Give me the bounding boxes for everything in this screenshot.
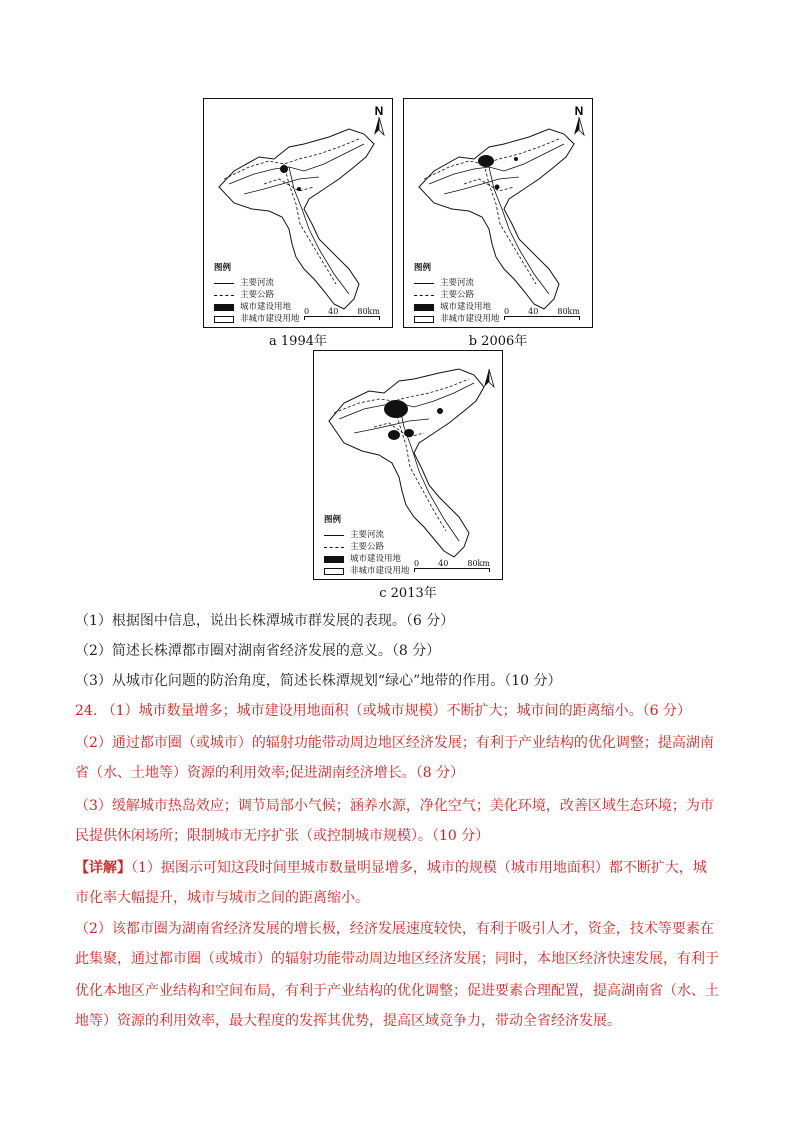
detail-first: （1）据图示可知这段时间里城市数量明显增多，城市的规模（城市用地面积）都不断扩大，城: [131, 860, 707, 876]
map-2013: [313, 350, 503, 580]
detail-line-5: 优化本地区产业结构和空间布局，有利于产业结构的优化调整；促进要素合理配置，提高湖南省（水、土: [75, 983, 719, 999]
urban-symbol: [414, 304, 434, 311]
question-1: （1）根据图中信息，说出长株潭城市群发展的表现。（6 分）: [75, 613, 455, 629]
detail-line-6: 地等）资源的利用效率，最大程度的发挥其优势，提高区域竞争力，带动全省经济发展。: [75, 1013, 621, 1029]
river-symbol: [214, 283, 234, 284]
question-3: （3）从城市化问题的防治角度，简述长株潭规划“绿心”地带的作用。（10 分）: [75, 673, 562, 689]
legend-river: 主要河流: [440, 278, 475, 288]
legend-title: 图例: [324, 515, 342, 525]
legend-non-urban: 非城市建设用地: [240, 314, 300, 324]
detail-line-3: （2）该都市圈为湖南省经济发展的增长极，经济发展速度较快，有利于吸引人才，资金，技术等要素在: [75, 921, 714, 937]
map-legend: [324, 514, 410, 577]
map-legend: [414, 262, 500, 325]
map-1994: [203, 98, 393, 328]
map-2006-caption: b 2006年: [468, 334, 528, 349]
river-symbol: [414, 283, 434, 284]
detail-line-2: 市化率大幅提升，城市与城市之间的距离缩小。: [75, 890, 369, 906]
scale-bar: 0 40 80km: [504, 307, 580, 320]
legend-river: 主要河流: [240, 278, 275, 288]
north-label: N: [574, 105, 584, 118]
legend-non-urban: 非城市建设用地: [350, 566, 410, 576]
non-urban-symbol: [324, 568, 344, 575]
map-2013-caption: c 2013年: [379, 586, 437, 601]
legend-title: 图例: [414, 263, 432, 273]
answer-line-5: 民提供休闲场所；限制城市无序扩张（或控制城市规模）。（10 分）: [75, 828, 490, 844]
river-symbol: [324, 535, 344, 536]
scale-bar: 0 40 80km: [414, 559, 490, 572]
detail-line-4: 此集聚，通过都市圈（或城市）的辐射功能带动周边地区经济发展；同时，本地区经济快速发展，有利于: [75, 951, 719, 967]
legend-non-urban: 非城市建设用地: [440, 314, 500, 324]
legend-road: 主要公路: [350, 542, 385, 552]
detail-tag: 【详解】: [75, 860, 131, 876]
non-urban-symbol: [414, 316, 434, 323]
north-arrow-icon: [570, 105, 588, 137]
north-arrow-icon: [480, 357, 498, 389]
map-2006: [403, 98, 593, 328]
answer-line-3: 省（水、土地等）资源的利用效率;促进湖南经济增长。（8 分）: [75, 765, 465, 781]
legend-urban: 城市建设用地: [350, 554, 402, 564]
road-symbol: [214, 295, 234, 296]
map-legend: [214, 262, 300, 325]
urban-symbol: [324, 556, 344, 563]
legend-road: 主要公路: [440, 290, 475, 300]
answer-line-1: 24. （1）城市数量增多；城市建设用地面积（或城市规模）不断扩大；城市间的距离缩小。（6 分）: [75, 703, 691, 719]
legend-urban: 城市建设用地: [240, 302, 292, 312]
non-urban-symbol: [214, 316, 234, 323]
scale-bar: 0 40 80km: [304, 307, 380, 320]
north-arrow-icon: [370, 105, 388, 137]
question-2: （2）简述长株潭都市圈对湖南省经济发展的意义。（8 分）: [75, 643, 441, 659]
answer-line-2: （2）通过都市圈（或城市）的辐射功能带动周边地区经济发展；有利于产业结构的优化调整；提高湖南: [75, 735, 714, 751]
map-1994-caption: a 1994年: [269, 334, 327, 349]
urban-symbol: [214, 304, 234, 311]
road-symbol: [414, 295, 434, 296]
detail-line-1: [75, 857, 707, 877]
legend-road: 主要公路: [240, 290, 275, 300]
legend-river: 主要河流: [350, 530, 385, 540]
legend-title: 图例: [214, 263, 232, 273]
answer-line-4: （3）缓解城市热岛效应；调节局部小气候；涵养水源，净化空气；美化环境，改善区域生态环境；为市: [75, 798, 714, 814]
road-symbol: [324, 547, 344, 548]
north-label: N: [374, 105, 384, 118]
legend-urban: 城市建设用地: [440, 302, 492, 312]
